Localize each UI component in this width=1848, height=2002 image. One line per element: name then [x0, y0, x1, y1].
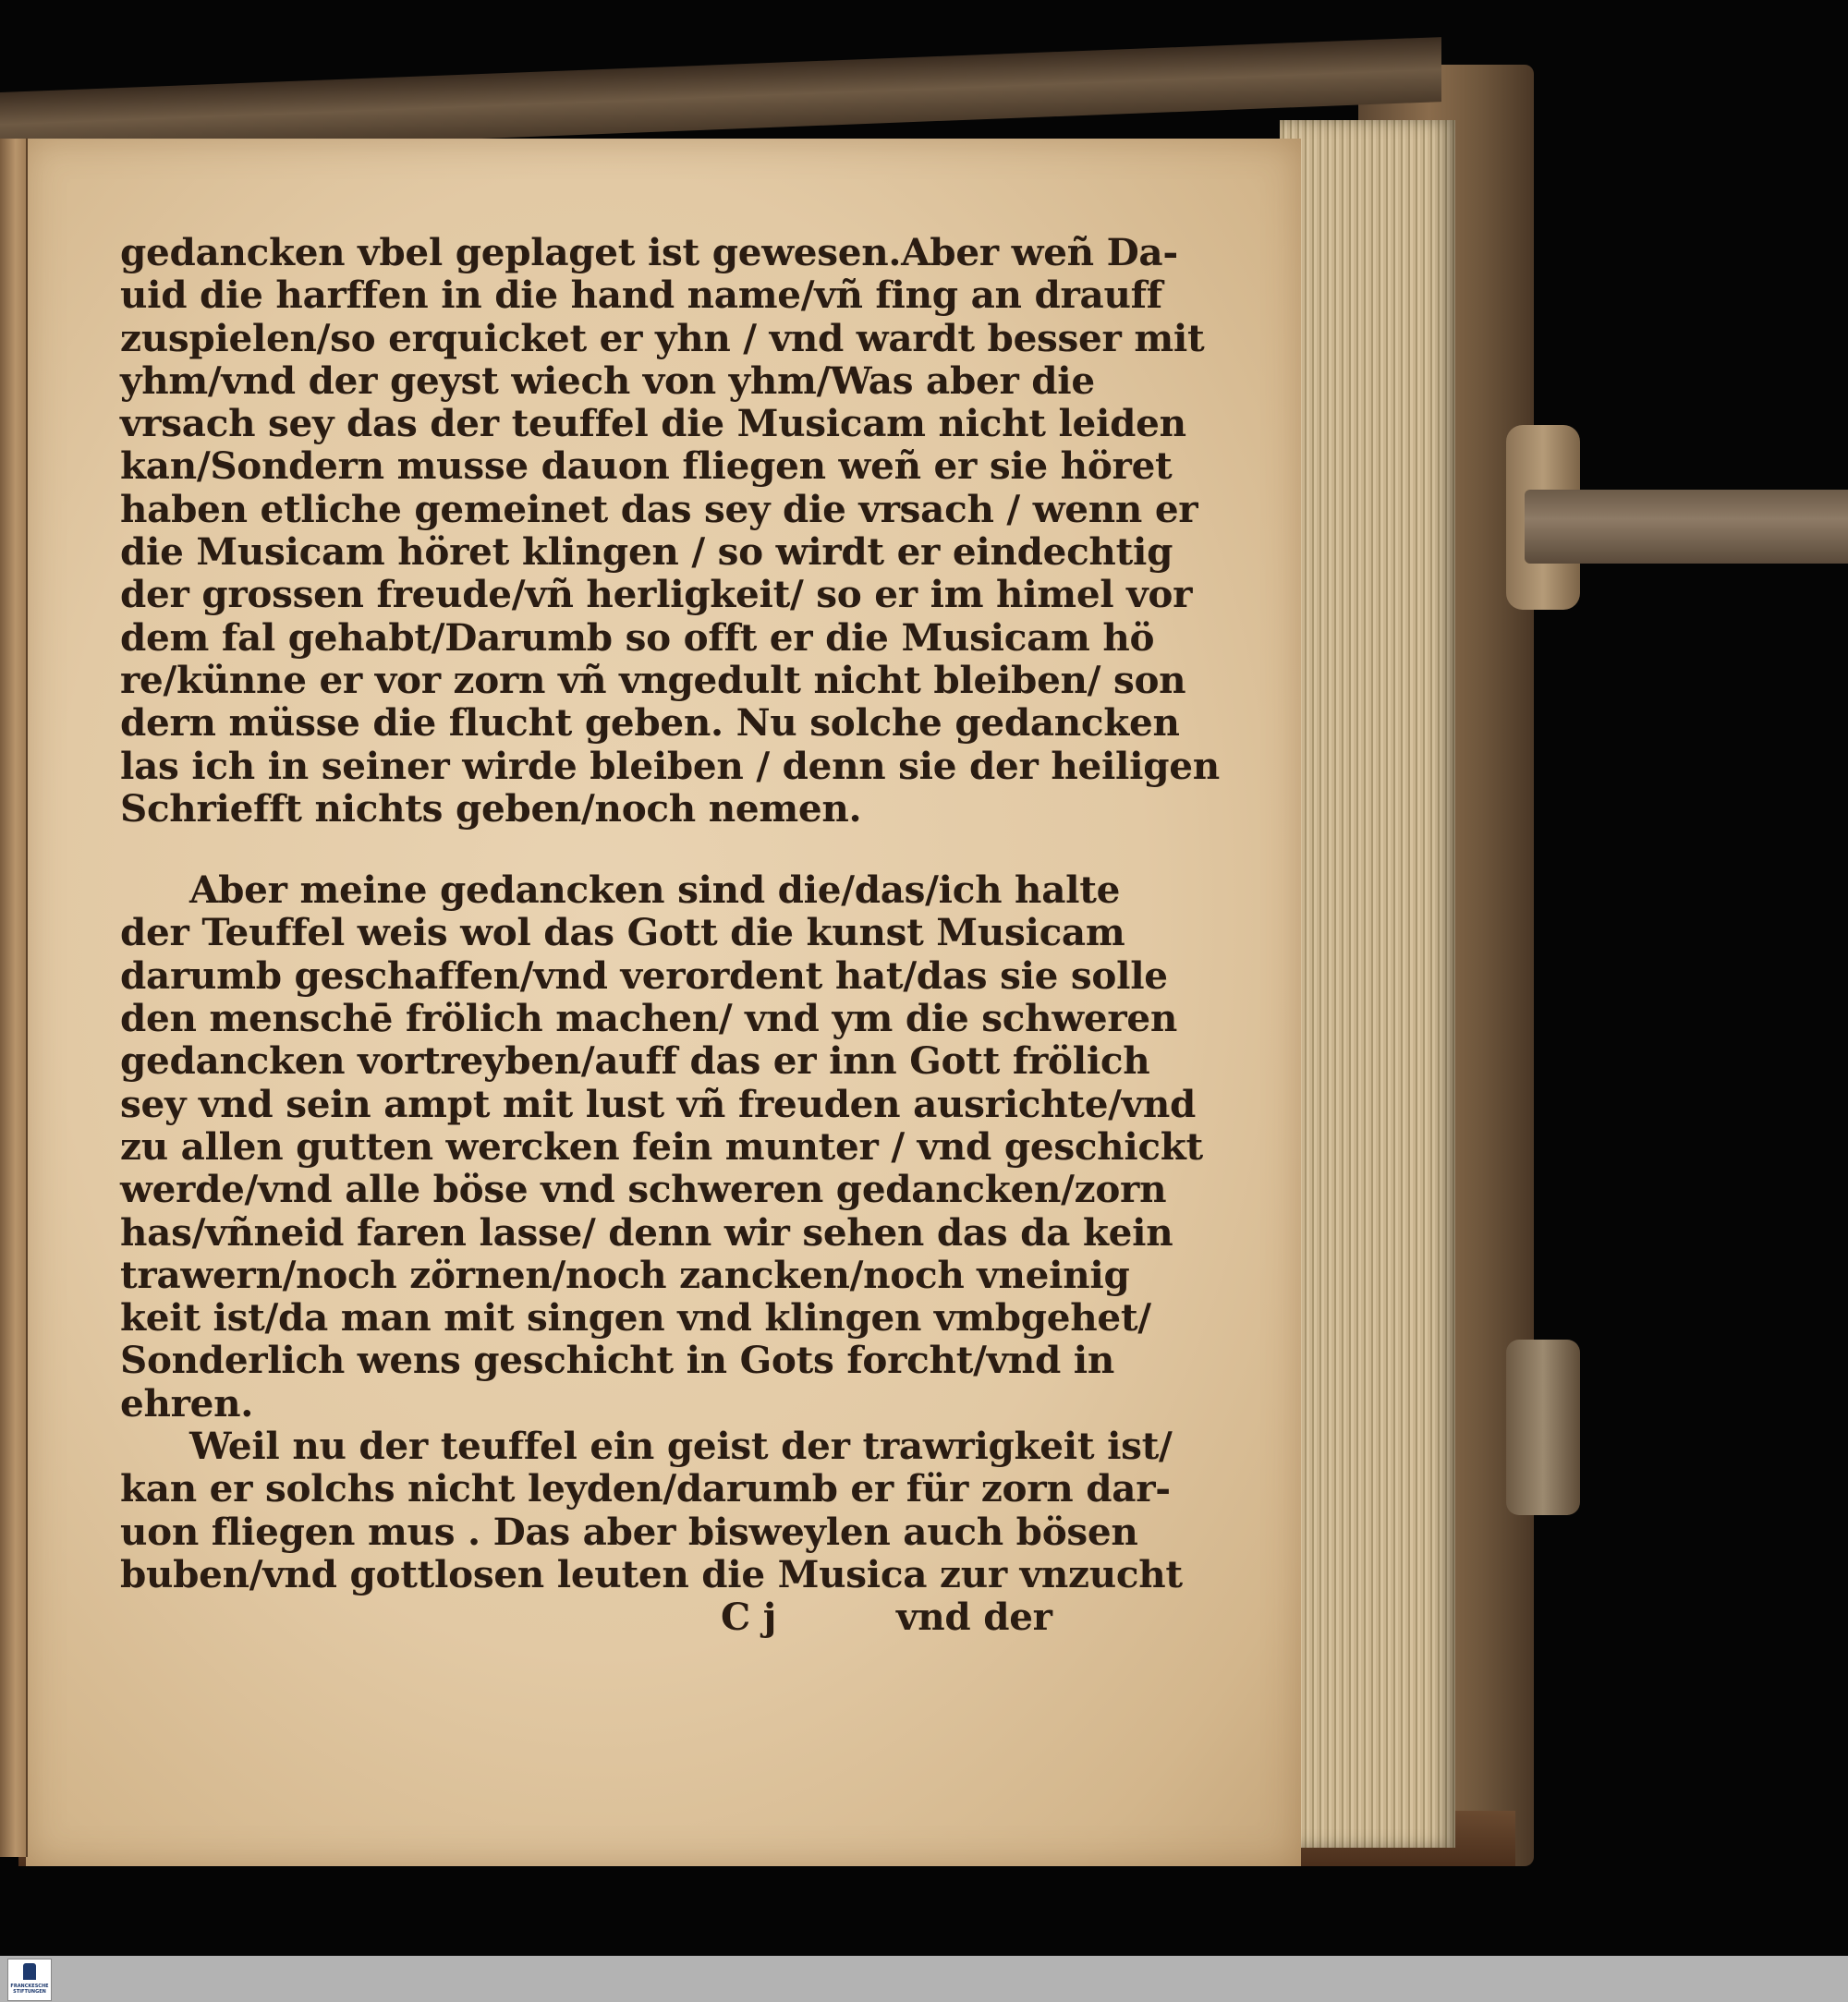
text-line: dern müsse die flucht geben. Nu solche gedancken	[120, 700, 1180, 746]
text-line: vrsach sey das der teuffel die Musicam nicht leiden	[120, 401, 1186, 446]
paragraph-2	[120, 868, 1203, 1426]
text-line: uid die harffen in die hand name/vñ fing an drauff	[120, 273, 1162, 318]
signature-mark: C j	[721, 1595, 777, 1640]
text-line: trawern/noch zörnen/noch zancken/noch vneinig	[120, 1252, 1130, 1297]
text-line: werde/vnd alle böse vnd schweren gedancken/zorn	[120, 1167, 1167, 1212]
page-foot-line	[120, 1595, 1052, 1640]
paragraph-3	[120, 1424, 1183, 1596]
text-line: uon fliegen mus . Das aber bisweylen auch bösen	[120, 1509, 1138, 1554]
text-line: yhm/vnd der geyst wiech von yhm/Was aber die	[120, 358, 1095, 403]
paragraph-gap	[120, 830, 1044, 868]
text-line: gedancken vortreyben/auff das er inn Gott frölich	[120, 1038, 1150, 1084]
paragraph-1	[120, 230, 1220, 831]
text-line: haben etliche gemeinet das sey die vrsach / wenn er	[120, 486, 1198, 531]
text-line: die Musicam höret klingen / so wirdt er eindechtig	[120, 529, 1173, 575]
logo-label: FRANCKESCHE STIFTUNGEN	[10, 1984, 49, 1995]
catchword: vnd der	[896, 1595, 1052, 1640]
text-line: kan er solchs nicht leyden/darumb er für zorn dar-	[120, 1466, 1171, 1511]
text-line: buben/vnd gottlosen leuten die Musica zur vnzucht	[120, 1551, 1183, 1596]
lower-clasp	[1506, 1340, 1580, 1515]
text-line: der Teuffel weis wol das Gott die kunst Musicam	[120, 910, 1125, 955]
text-line: Sonderlich wens geschicht in Gots forcht/vnd in	[120, 1338, 1115, 1383]
text-line: las ich in seiner wirde bleiben / denn sie der heiligen	[120, 743, 1220, 788]
text-line: has/vñneid faren lasse/ denn wir sehen das da kein	[120, 1209, 1173, 1255]
viewer-footer-bar	[0, 1956, 1848, 2002]
text-line: re/künne er vor zorn vñ vngedult nicht bleiben/ son	[120, 657, 1186, 702]
text-line: Aber meine gedancken sind die/das/ich halte	[189, 868, 1121, 913]
text-line: darumb geschaffen/vnd verordent hat/das sie solle	[120, 952, 1168, 998]
text-line: ehren.	[120, 1380, 254, 1426]
text-line: der grossen freude/vñ herligkeit/ so er im himel vor	[120, 572, 1193, 617]
text-line: den menschē frölich machen/ vnd ym die schweren	[120, 996, 1177, 1041]
facing-page-edge	[0, 139, 28, 1857]
text-line: zu allen gutten wercken fein munter / vnd geschickt	[120, 1123, 1203, 1169]
text-line: gedancken vbel geplaget ist gewesen.Aber weñ Da-	[120, 230, 1178, 274]
text-line: Schriefft nichts geben/noch nemen.	[120, 785, 862, 831]
building-icon	[23, 1963, 36, 1980]
text-line: Weil nu der teuffel ein geist der trawrigkeit ist/	[189, 1424, 1173, 1469]
institution-logo[interactable]	[7, 1959, 52, 2001]
text-line: zuspielen/so erquicket er yhn / vnd wardt besser mit	[120, 315, 1205, 360]
page-fore-edge	[1280, 120, 1455, 1848]
clasp-strap	[1525, 490, 1848, 564]
text-line: dem fal gehabt/Darumb so offt er die Musicam hö	[120, 614, 1155, 660]
text-line: keit ist/da man mit singen vnd klingen vmbgehet/	[120, 1295, 1151, 1341]
text-line: kan/Sondern musse dauon fliegen weñ er sie höret	[120, 443, 1173, 489]
page-text	[120, 230, 1220, 1640]
text-line: sey vnd sein ampt mit lust vñ freuden ausrichte/vnd	[120, 1081, 1197, 1126]
